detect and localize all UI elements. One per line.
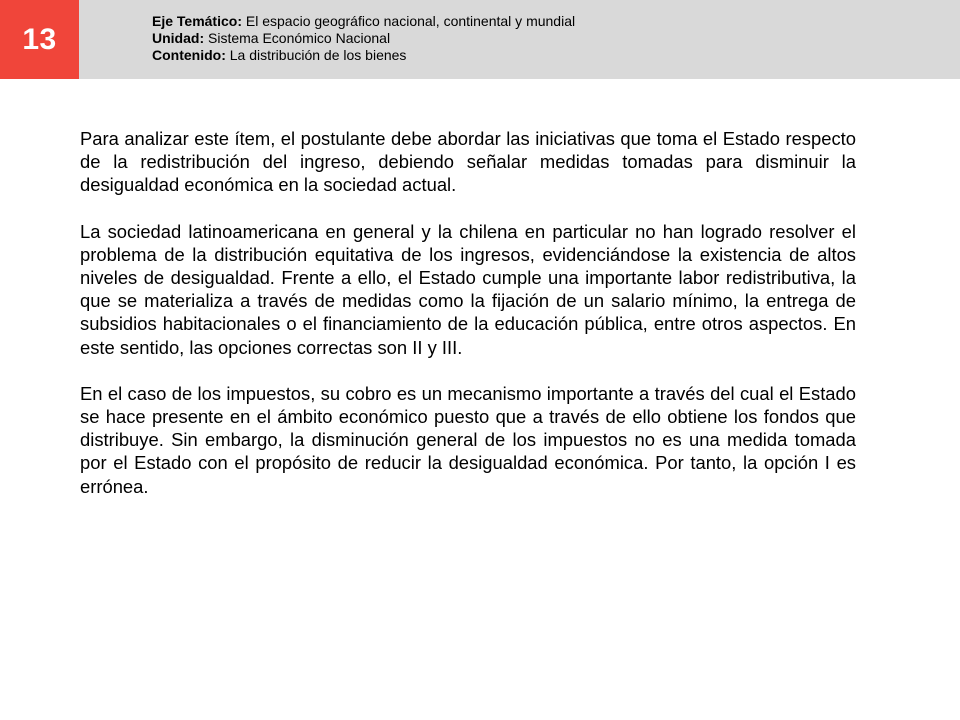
meta-key-unidad: Unidad:: [152, 30, 205, 46]
header-meta: [152, 13, 575, 64]
paragraph-2: La sociedad latinoamericana en general y la chilena en particular no han logrado resolver el problema de la distribución equitativa de los ingresos, evidenciándose la existencia de altos niveles de desigualdad. Frente a ello, el Estado cumple una importante labor redistributiva, la que se materializa a través de medidas como la fijación de un salario mínimo, la entrega de subsidios habitacionales o el financiamiento de la educación pública, entre otros aspectos. En este sentido, las opciones correctas son II y III.: [80, 220, 856, 358]
meta-line-eje: [152, 13, 575, 30]
meta-value-unidad: Sistema Económico Nacional: [208, 30, 391, 46]
slide-number-badge: [0, 0, 79, 79]
meta-value-contenido: La distribución de los bienes: [229, 47, 407, 63]
slide-number: 13: [22, 22, 57, 56]
meta-line-unidad: [152, 30, 575, 47]
body-text: [80, 127, 856, 521]
meta-value-eje: El espacio geográfico nacional, continental y mundial: [245, 13, 576, 29]
paragraph-3: En el caso de los impuestos, su cobro es un mecanismo importante a través del cual el Estado se hace presente en el ámbito económico puesto que a través de ello obtiene los fondos que distribuye. Sin embargo, la disminución general de los impuestos no es una medida tomada por el Estado con el propósito de reducir la desigualdad económica. Por tanto, la opción I es errónea.: [80, 382, 856, 497]
paragraph-1: Para analizar este ítem, el postulante debe abordar las iniciativas que toma el Estado respecto de la redistribución del ingreso, debiendo señalar medidas tomadas para disminuir la desigualdad económica en la sociedad actual.: [80, 128, 856, 196]
meta-key-eje: Eje Temático:: [152, 13, 242, 29]
meta-line-contenido: [152, 47, 575, 64]
meta-key-contenido: Contenido:: [152, 47, 226, 63]
